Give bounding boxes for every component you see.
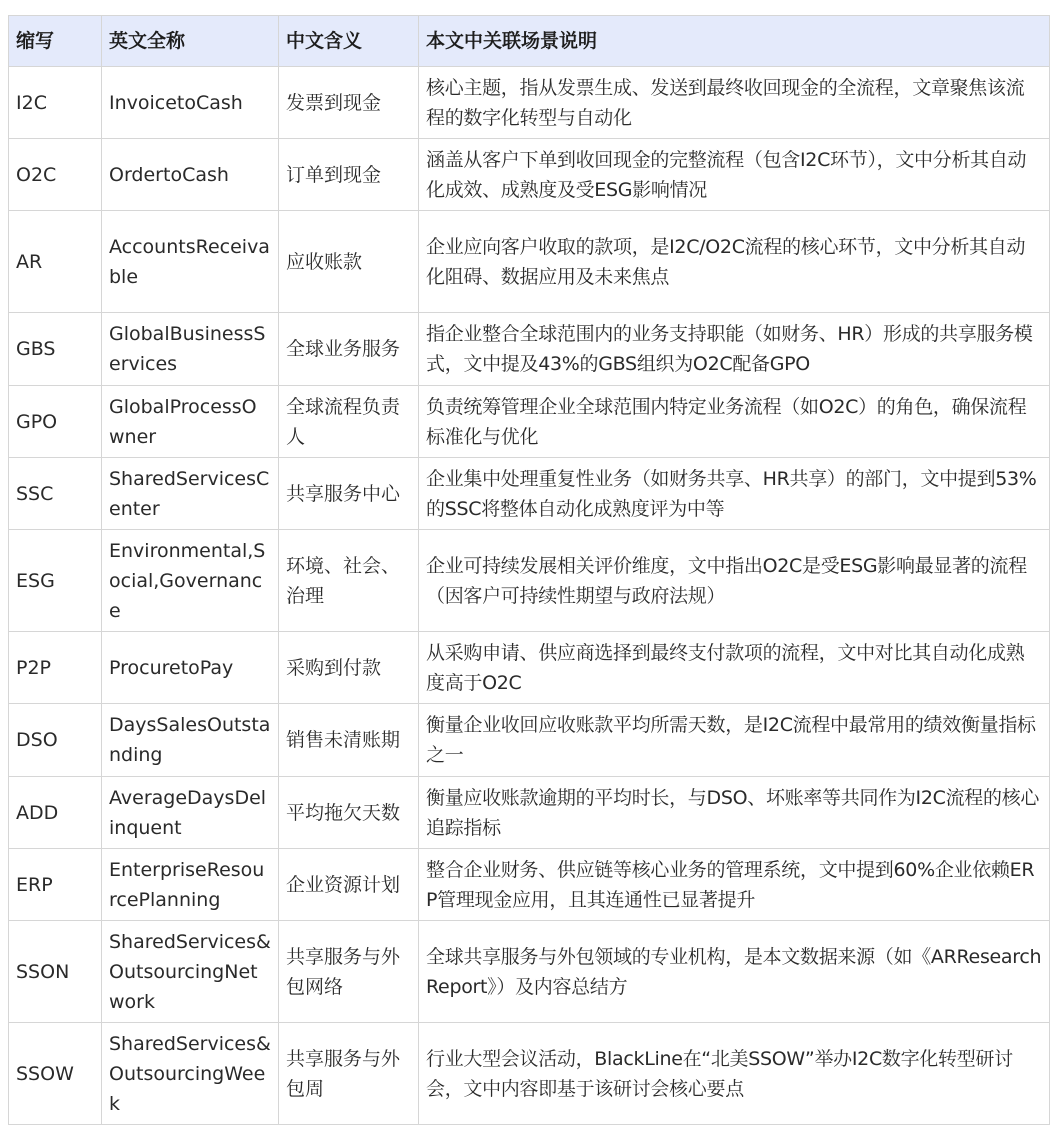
cell-english: DaysSalesOutstanding [102,704,279,777]
cell-chinese: 全球业务服务 [279,313,419,386]
table-header [9,16,1050,67]
cell-abbr: ERP [9,849,102,921]
cell-abbr: GPO [9,386,102,458]
cell-english: ProcuretoPay [102,632,279,704]
table-row [9,211,1050,313]
cell-description: 企业可持续发展相关评价维度，文中指出O2C是受ESG影响最显著的流程（因客户可持续性期望与政府法规） [419,530,1050,632]
cell-description: 行业大型会议活动，BlackLine在“北美SSOW”举办I2C数字化转型研讨会，文中内容即基于该研讨会核心要点 [419,1023,1050,1125]
glossary-table-container [8,15,1049,1125]
cell-english: AverageDaysDelinquent [102,777,279,849]
cell-abbr: ADD [9,777,102,849]
cell-description: 衡量企业收回应收账款平均所需天数，是I2C流程中最常用的绩效衡量指标之一 [419,704,1050,777]
header-row [9,16,1050,67]
cell-chinese: 共享服务与外包网络 [279,921,419,1023]
cell-english: GlobalProcessOwner [102,386,279,458]
table-row [9,704,1050,777]
cell-abbr: SSOW [9,1023,102,1125]
cell-chinese: 共享服务中心 [279,458,419,530]
cell-abbr: I2C [9,67,102,139]
header-chinese: 中文含义 [279,16,419,67]
header-description: 本文中关联场景说明 [419,16,1050,67]
cell-description: 指企业整合全球范围内的业务支持职能（如财务、HR）形成的共享服务模式，文中提及43%的GBS组织为O2C配备GPO [419,313,1050,386]
cell-english: GlobalBusinessServices [102,313,279,386]
cell-description: 衡量应收账款逾期的平均时长，与DSO、坏账率等共同作为I2C流程的核心追踪指标 [419,777,1050,849]
table-row [9,67,1050,139]
cell-abbr: P2P [9,632,102,704]
cell-chinese: 全球流程负责人 [279,386,419,458]
cell-english: SharedServices&OutsourcingWeek [102,1023,279,1125]
cell-abbr: O2C [9,139,102,211]
cell-english: OrdertoCash [102,139,279,211]
header-english: 英文全称 [102,16,279,67]
table-row [9,777,1050,849]
cell-chinese: 平均拖欠天数 [279,777,419,849]
table-row [9,1023,1050,1125]
cell-chinese: 企业资源计划 [279,849,419,921]
cell-english: SharedServicesCenter [102,458,279,530]
table-row [9,458,1050,530]
cell-abbr: AR [9,211,102,313]
cell-chinese: 采购到付款 [279,632,419,704]
table-row [9,530,1050,632]
cell-description: 核心主题，指从发票生成、发送到最终收回现金的全流程，文章聚焦该流程的数字化转型与自动化 [419,67,1050,139]
table-row [9,386,1050,458]
cell-english: InvoicetoCash [102,67,279,139]
cell-abbr: GBS [9,313,102,386]
table-body [9,67,1050,1125]
table-row [9,139,1050,211]
table-row [9,632,1050,704]
cell-chinese: 订单到现金 [279,139,419,211]
cell-abbr: SSON [9,921,102,1023]
cell-abbr: ESG [9,530,102,632]
table-row [9,921,1050,1023]
cell-description: 全球共享服务与外包领域的专业机构，是本文数据来源（如《ARResearchReport》）及内容总结方 [419,921,1050,1023]
cell-english: SharedServices&OutsourcingNetwork [102,921,279,1023]
cell-description: 整合企业财务、供应链等核心业务的管理系统，文中提到60%企业依赖ERP管理现金应用，且其连通性已显著提升 [419,849,1050,921]
cell-description: 负责统筹管理企业全球范围内特定业务流程（如O2C）的角色，确保流程标准化与优化 [419,386,1050,458]
cell-english: Environmental,Social,Governance [102,530,279,632]
cell-chinese: 共享服务与外包周 [279,1023,419,1125]
cell-english: EnterpriseResourcePlanning [102,849,279,921]
cell-abbr: SSC [9,458,102,530]
table-row [9,849,1050,921]
table-row [9,313,1050,386]
cell-description: 企业应向客户收取的款项，是I2C/O2C流程的核心环节，文中分析其自动化阻碍、数据应用及未来焦点 [419,211,1050,313]
cell-description: 企业集中处理重复性业务（如财务共享、HR共享）的部门，文中提到53%的SSC将整体自动化成熟度评为中等 [419,458,1050,530]
cell-description: 涵盖从客户下单到收回现金的完整流程（包含I2C环节），文中分析其自动化成效、成熟度及受ESG影响情况 [419,139,1050,211]
cell-chinese: 应收账款 [279,211,419,313]
cell-chinese: 发票到现金 [279,67,419,139]
cell-chinese: 销售未清账期 [279,704,419,777]
cell-english: AccountsReceivable [102,211,279,313]
glossary-table [8,15,1050,1125]
cell-chinese: 环境、社会、治理 [279,530,419,632]
header-abbr: 缩写 [9,16,102,67]
cell-abbr: DSO [9,704,102,777]
cell-description: 从采购申请、供应商选择到最终支付款项的流程，文中对比其自动化成熟度高于O2C [419,632,1050,704]
